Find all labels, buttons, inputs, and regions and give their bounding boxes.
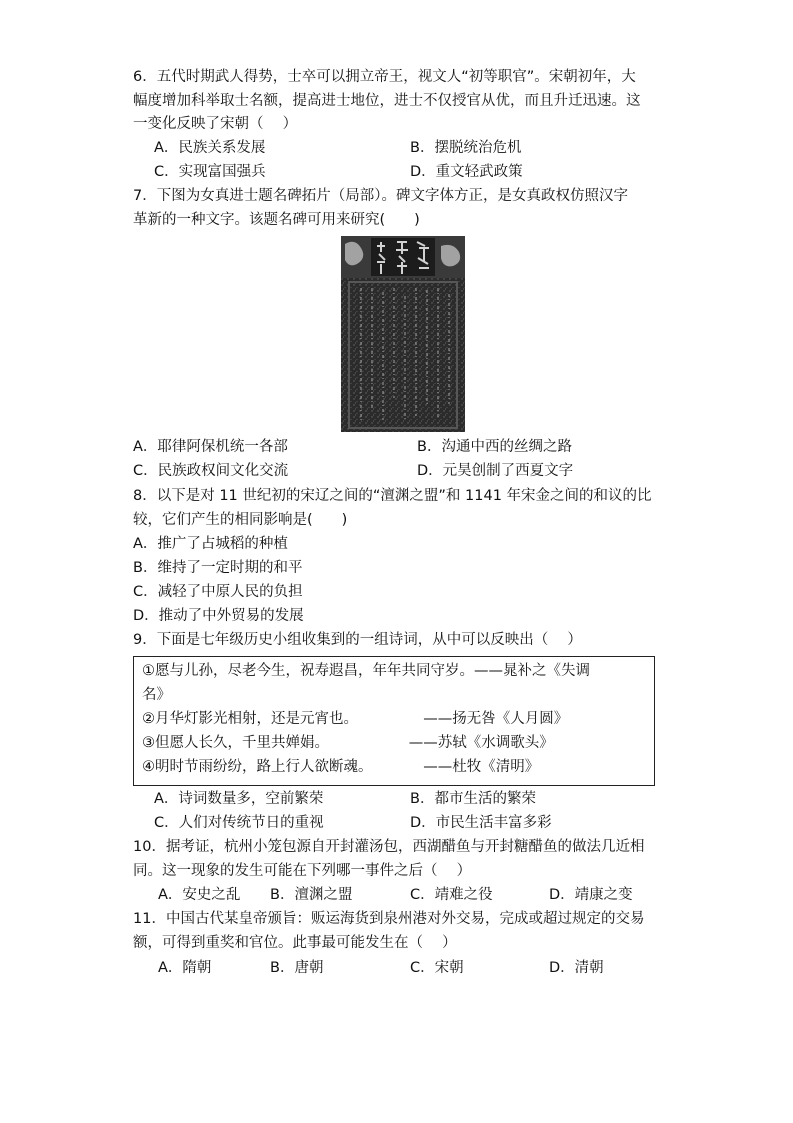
q6-stem-line-3: 一变化反映了宋朝（ ）: [133, 116, 298, 132]
q9-option-c[interactable]: C．人们对传统节日的重视: [154, 815, 324, 831]
q9-poem-1a: ①愿与儿孙，尽老今生，祝寿遐昌，年年共同守岁。——晁补之《失调: [142, 663, 590, 679]
q10-option-a[interactable]: A．安史之乱: [158, 887, 241, 903]
q8-option-a[interactable]: A．推广了占城稻的种植: [133, 536, 288, 552]
q6-option-c[interactable]: C．实现富国强兵: [154, 164, 266, 180]
q8-stem-line-1: 8．以下是对 11 世纪初的宋辽之间的“澶渊之盟”和 1141 年宋金之间的和议的比: [133, 488, 652, 504]
q10-option-c[interactable]: C．靖难之役: [410, 887, 493, 903]
stele-rubbing-image: [341, 236, 465, 432]
q7-option-d[interactable]: D．元昊创制了西夏文字: [417, 463, 574, 479]
q9-poem-2: ②月华灯影光相射，还是元宵也。 ——扬无咎《人月圆》: [142, 711, 569, 727]
q11-stem-line-2: 额，可得到重奖和官位。此事最可能发生在（ ）: [133, 935, 457, 951]
stele-rubbing-graphic: [341, 236, 465, 432]
q6-option-a[interactable]: A．民族关系发展: [154, 140, 266, 156]
q6-option-d[interactable]: D．重文轻武政策: [410, 164, 523, 180]
q10-option-b[interactable]: B．澶渊之盟: [270, 887, 353, 903]
q11-option-c[interactable]: C．宋朝: [410, 960, 464, 976]
q9-option-d[interactable]: D．市民生活丰富多彩: [410, 815, 552, 831]
q9-poem-1b: 名》: [142, 687, 171, 703]
q9-poem-4: ④明时节雨纷纷，路上行人欲断魂。 ——杜牧《清明》: [142, 759, 540, 775]
q9-option-a[interactable]: A．诗词数量多，空前繁荣: [154, 791, 324, 807]
q11-option-a[interactable]: A．隋朝: [158, 960, 212, 976]
q8-option-d[interactable]: D．推动了中外贸易的发展: [133, 608, 304, 624]
q6-stem-line-2: 幅度增加科举取士名额，提高进士地位，进士不仅授官从优，而且升迁迅速。这: [133, 93, 641, 109]
q10-stem-line-1: 10．据考证，杭州小笼包源自开封灌汤包，西湖醋鱼与开封糖醋鱼的做法几近相: [133, 839, 645, 855]
q7-stem-line-2: 革新的一种文字。该题名碑可用来研究( ): [133, 212, 420, 228]
q9-stem-line-1: 9．下面是七年级历史小组收集到的一组诗词，从中可以反映出（ ）: [133, 632, 582, 648]
q11-option-b[interactable]: B．唐朝: [270, 960, 324, 976]
q8-option-b[interactable]: B．维持了一定时期的和平: [133, 560, 303, 576]
q11-option-d[interactable]: D．清朝: [549, 960, 604, 976]
q7-option-b[interactable]: B．沟通中西的丝绸之路: [417, 439, 572, 455]
q8-option-c[interactable]: C．减轻了中原人民的负担: [133, 584, 303, 600]
q11-stem-line-1: 11．中国古代某皇帝颁旨：贩运海货到泉州港对外交易，完成或超过规定的交易: [133, 911, 645, 927]
q9-poem-3: ③但愿人长久，千里共婵娟。 ——苏轼《水调歌头》: [142, 735, 554, 751]
q7-stem-line-1: 7．下图为女真进士题名碑拓片（局部）。碑文字体方正，是女真政权仿照汉字: [133, 188, 628, 204]
q9-option-b[interactable]: B．都市生活的繁荣: [410, 791, 536, 807]
q10-option-d[interactable]: D．靖康之变: [549, 887, 633, 903]
q7-option-a[interactable]: A．耶律阿保机统一各部: [133, 439, 288, 455]
q6-option-b[interactable]: B．摆脱统治危机: [410, 140, 522, 156]
q10-stem-line-2: 同。这一现象的发生可能在下列哪一事件之后（ ）: [133, 863, 472, 879]
q7-option-c[interactable]: C．民族政权间文化交流: [133, 463, 289, 479]
q8-stem-line-2: 较，它们产生的相同影响是( ): [133, 512, 348, 528]
q6-stem-line-1: 6．五代时期武人得势，士卒可以拥立帝王，视文人“初等职官”。宋朝初年，大: [133, 69, 636, 85]
